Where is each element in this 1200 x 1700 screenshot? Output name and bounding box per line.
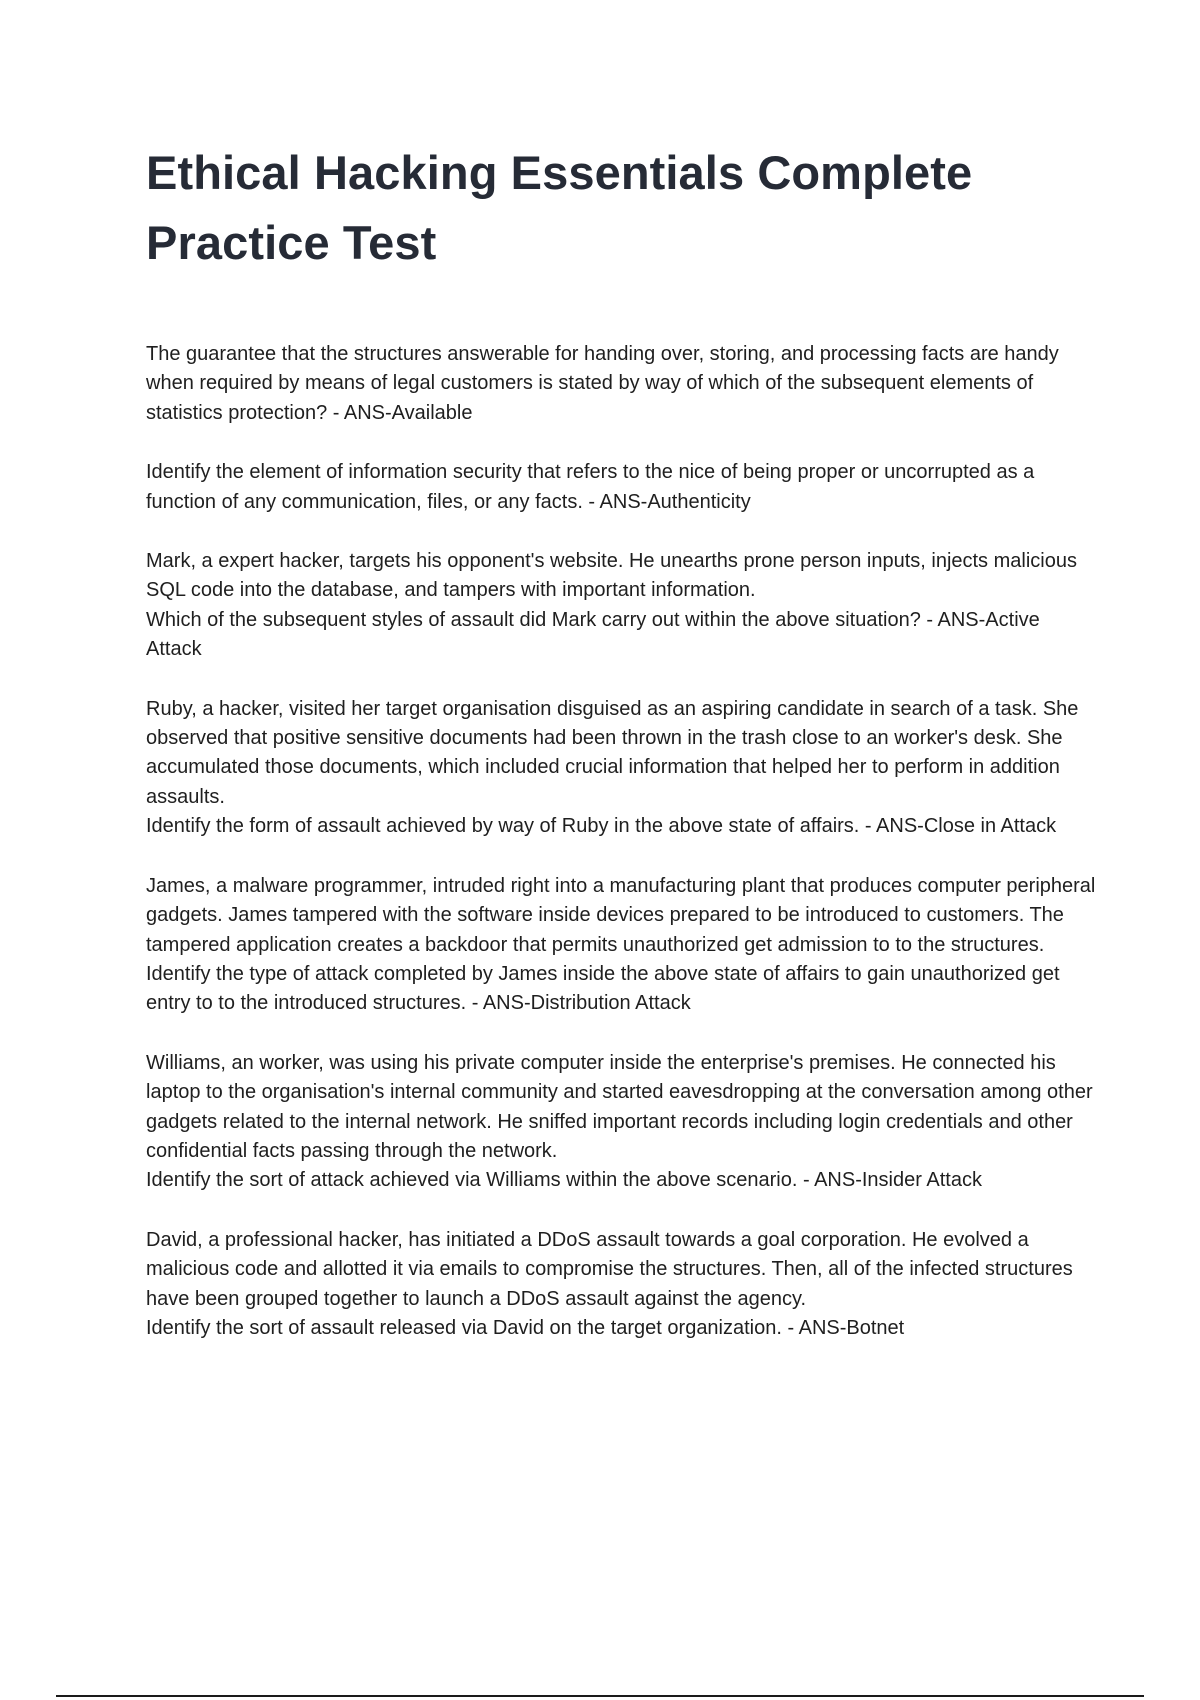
question-list [146,340,1096,1373]
document-title: Ethical Hacking Essentials Complete Practice Test [146,146,973,269]
footer-divider [56,1695,1144,1697]
question-item-2: Identify the element of information security that refers to the nice of being proper or uncorrupted as a function of any communication, files, or any facts. - ANS-Authenticity [146,461,1035,513]
question-item-6: Williams, an worker, was using his private computer inside the enterprise's premises. He connected his laptop to the organisation's internal community and started eavesdropping at the conversation among other gadgets related to the internal network. He sniffed important records including login credentials and other confidential facts passing through the network. Identify the sort of attack achieved via Williams within the above scenario. - ANS-Insider Attack [146,1051,1093,1192]
question-item-1: The guarantee that the structures answerable for handing over, storing, and processing facts are handy when required by means of legal customers is stated by way of which of the subsequent elements of statistics protection? - ANS-Available [146,343,1059,424]
question-item-3: Mark, a expert hacker, targets his opponent's website. He unearths prone person inputs, injects malicious SQL code into the database, and tampers with important information. Which of the subsequent styles of assault did Mark carry out within the above situation? - ANS-Active Attack [146,550,1077,661]
question-item-4: Ruby, a hacker, visited her target organisation disguised as an aspiring candidate in search of a task. She observed that positive sensitive documents had been thrown in the trash close to an worker's desk. She accumulated those documents, which included crucial information that helped her to perform in addition assaults. Identify the form of assault achieved by way of Ruby in the above state of affairs. - ANS-Close in Attack [146,697,1079,838]
question-item-5: James, a malware programmer, intruded right into a manufacturing plant that produces computer peripheral gadgets. James tampered with the software inside devices prepared to be introduced to customers. The tampered application creates a backdoor that permits unauthorized get admission to to the structures. Identify the type of attack completed by James inside the above state of affairs to gain unauthorized get entry to to the introduced structures. - ANS-Distribution Attack [146,874,1096,1015]
question-item-7: David, a professional hacker, has initiated a DDoS assault towards a goal corporation. He evolved a malicious code and allotted it via emails to compromise the structures. Then, all of the infected structures have been grouped together to launch a DDoS assault against the agency. Identify the sort of assault released via David on the target organization. - ANS-Botnet [146,1228,1073,1339]
